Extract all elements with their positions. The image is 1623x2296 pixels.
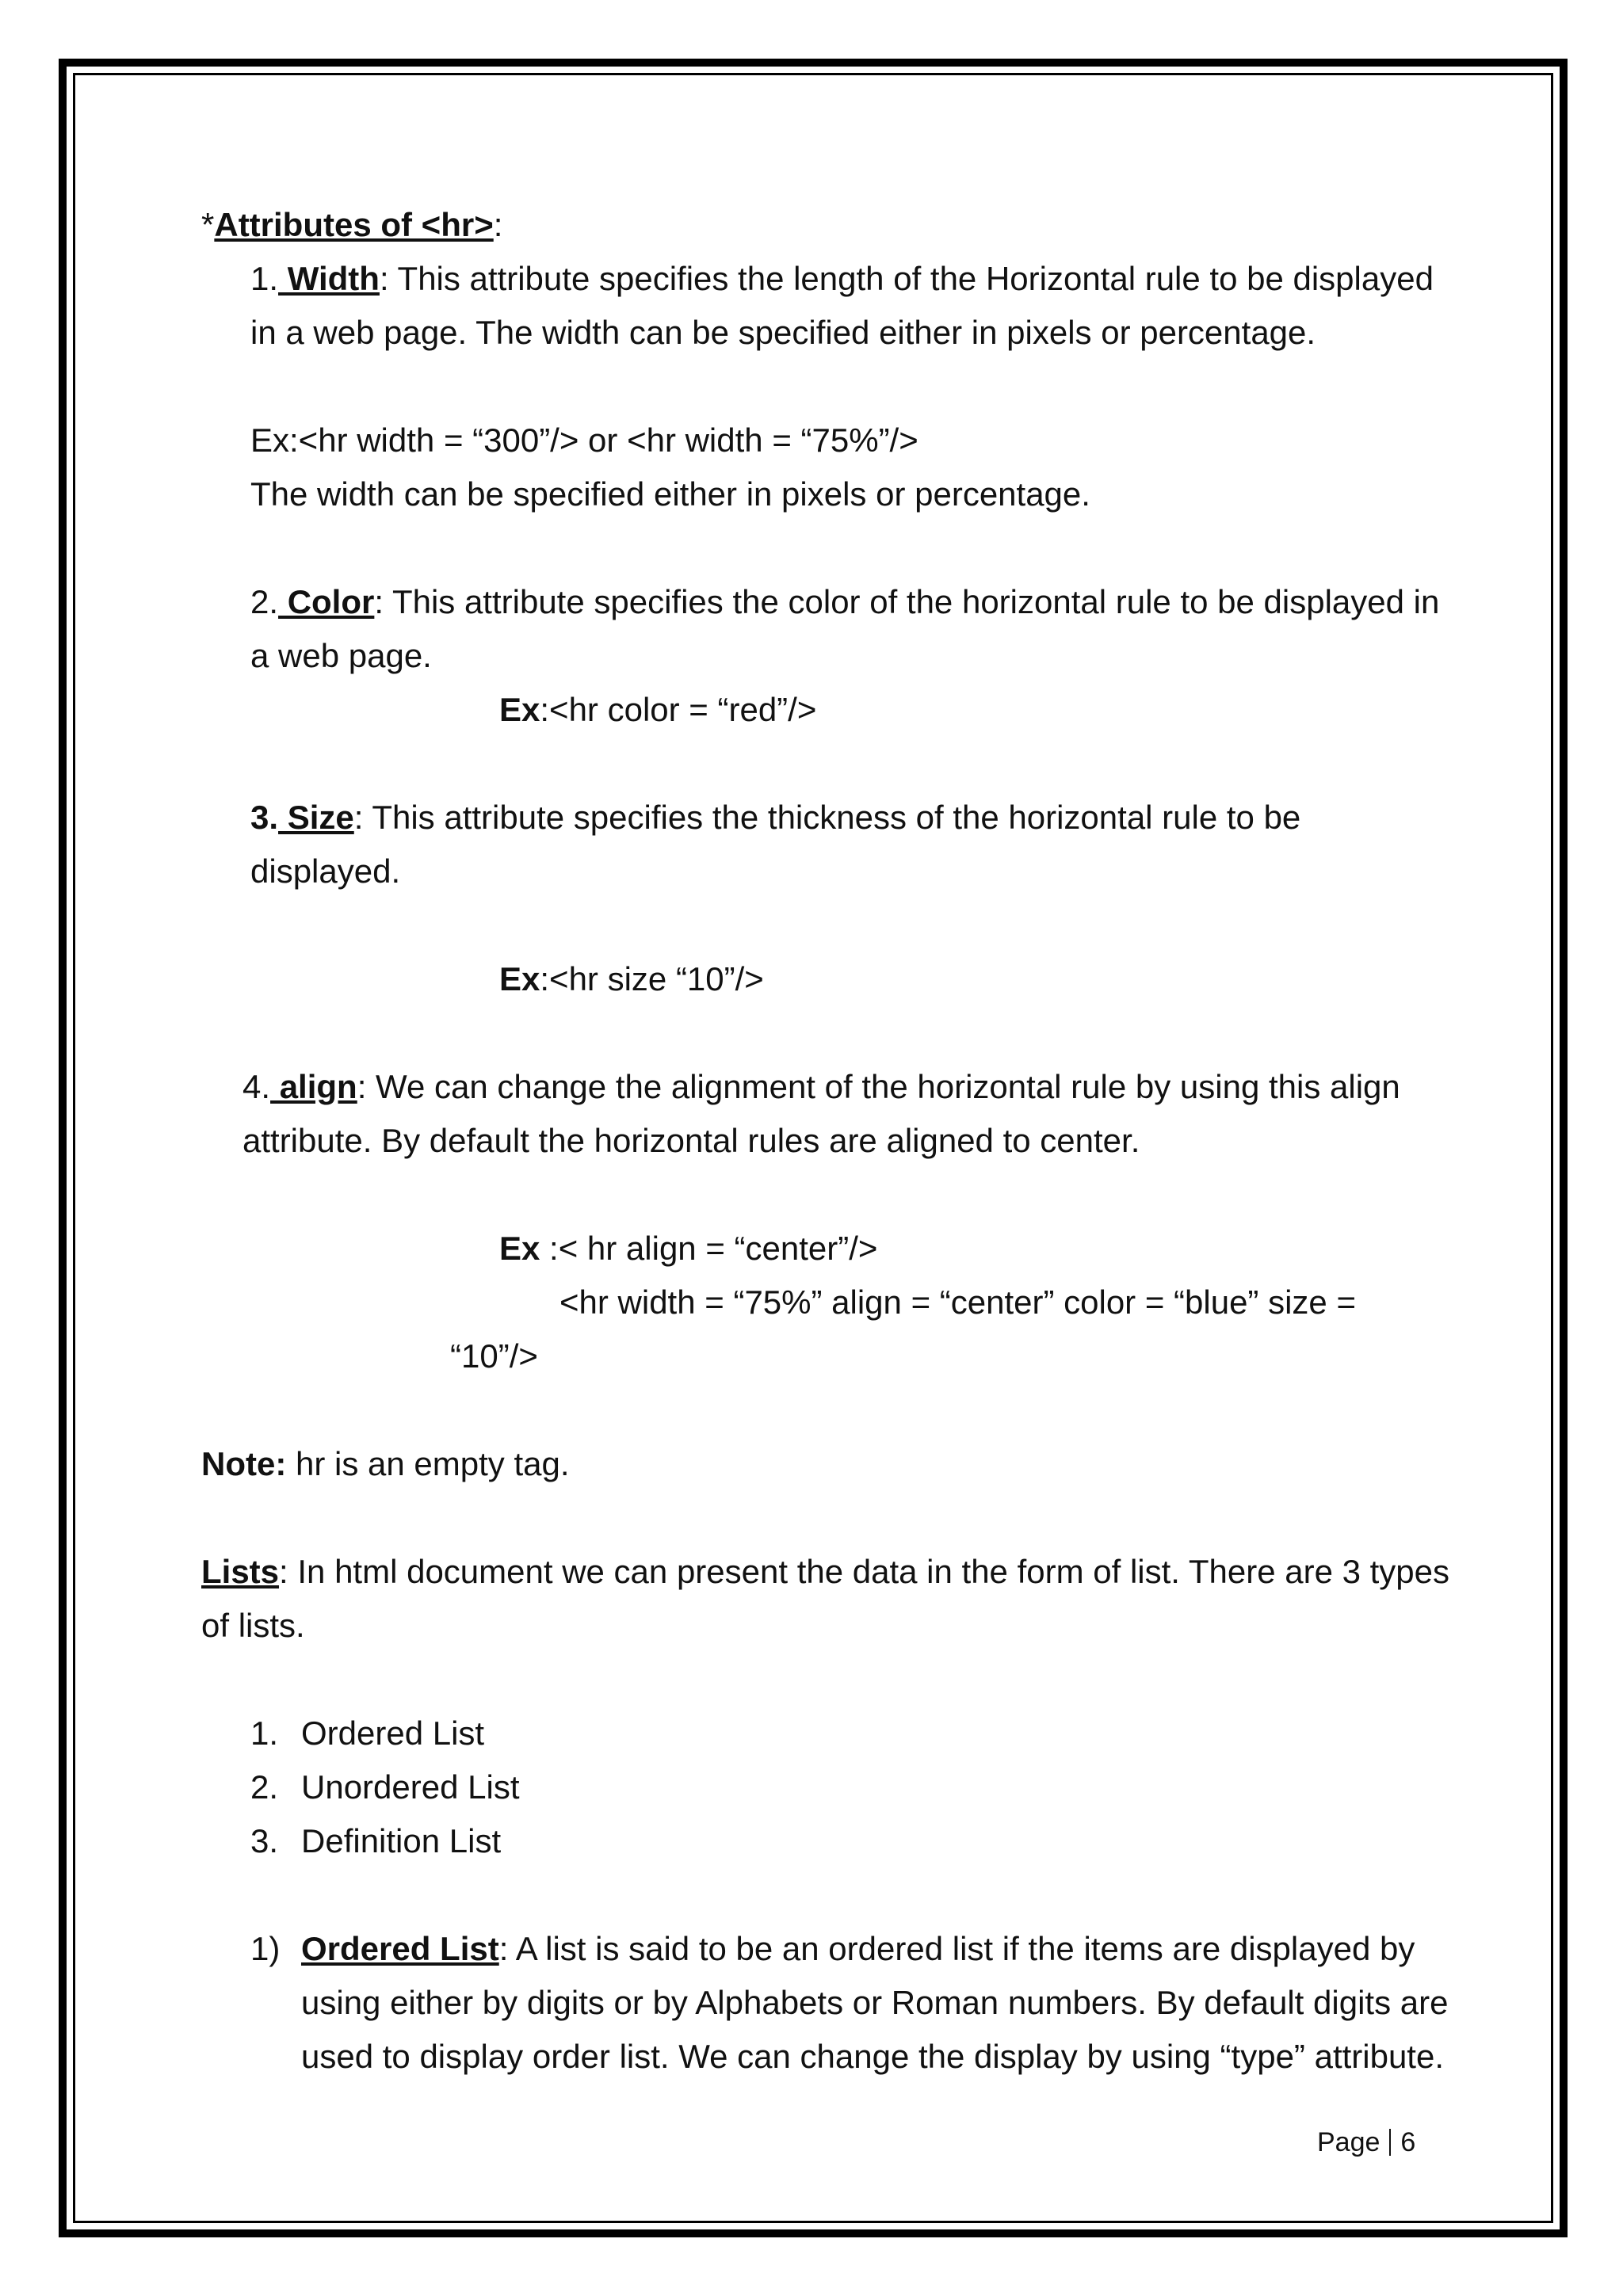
list-item <box>250 1767 278 1808</box>
page-footer <box>1317 2125 1415 2160</box>
note-label: Note: <box>201 1445 287 1482</box>
width-attr-line1 <box>250 258 1434 299</box>
list-item-num: 1. <box>250 1714 279 1752</box>
size-example <box>499 959 764 1000</box>
align-example-line3: “10”/> <box>450 1337 538 1375</box>
width-note: The width can be specified either in pixels or percentage. <box>250 475 1090 513</box>
color-num: 2. <box>250 583 279 620</box>
align-name: align <box>270 1068 357 1105</box>
align-ex-label: Ex <box>499 1230 540 1267</box>
color-attr-line1 <box>250 582 1439 623</box>
list-item <box>250 1821 278 1862</box>
color-attr-line2: a web page. <box>250 637 432 674</box>
attributes-heading <box>201 204 502 246</box>
color-ex-code: :<hr color = “red”/> <box>540 691 817 728</box>
align-attr-line2: attribute. By default the horizontal rules are aligned to center. <box>242 1122 1140 1159</box>
size-attr-line1 <box>250 797 1300 838</box>
lists-desc: : In html document we can present the data in the form of list. There are 3 types <box>279 1553 1450 1590</box>
size-ex-label: Ex <box>499 960 540 997</box>
align-ex-code: :< hr align = “center”/> <box>540 1230 878 1267</box>
list-item <box>250 1713 278 1754</box>
ordered-list-line3: used to display order list. We can change the display by using “type” attribute. <box>301 2038 1445 2075</box>
align-example <box>499 1228 877 1269</box>
size-ex-code: :<hr size “10”/> <box>540 960 764 997</box>
size-name: Size <box>278 799 354 836</box>
width-desc: : This attribute specifies the length of the Horizontal rule to be displayed <box>379 260 1434 297</box>
lists-line2: of lists. <box>201 1607 305 1644</box>
align-example-line2: <hr width = “75%” align = “center” color = “blue” size = <box>559 1283 1356 1321</box>
size-attr-line2: displayed. <box>250 852 401 890</box>
list-item-text: Ordered List <box>301 1714 485 1752</box>
align-num: 4. <box>242 1068 271 1105</box>
heading-prefix: * <box>201 206 215 243</box>
footer-page-number: 6 <box>1400 2127 1416 2157</box>
note-line <box>201 1444 570 1485</box>
heading-title: Attributes of <hr> <box>214 206 494 243</box>
size-desc: : This attribute specifies the thickness of the horizontal rule to be <box>353 799 1301 836</box>
color-desc: : This attribute specifies the color of the horizontal rule to be displayed in <box>374 583 1440 620</box>
footer-separator <box>1389 2129 1391 2156</box>
list-item-text: Unordered List <box>301 1768 520 1806</box>
color-ex-label: Ex <box>499 691 540 728</box>
lists-label: Lists <box>201 1553 280 1590</box>
ordered-list-label: Ordered List <box>301 1930 499 1967</box>
ordered-list-desc: : A list is said to be an ordered list if the items are displayed by <box>498 1930 1415 1967</box>
width-example: Ex:<hr width = “300”/> or <hr width = “75%”/> <box>250 421 918 459</box>
ordered-list-line1 <box>301 1928 1415 1970</box>
width-num: 1. <box>250 260 279 297</box>
list-item-num: 3. <box>250 1822 279 1859</box>
lists-line1 <box>201 1551 1449 1592</box>
color-example <box>499 689 816 730</box>
list-item-num: 2. <box>250 1768 279 1806</box>
heading-suffix: : <box>493 206 503 243</box>
size-num: 3. <box>250 799 279 836</box>
ordered-list-num: 1) <box>250 1930 281 1967</box>
width-attr-line2: in a web page. The width can be specified either in pixels or percentage. <box>250 314 1316 351</box>
color-name: Color <box>278 583 375 620</box>
ordered-list-line2: using either by digits or by Alphabets or Roman numbers. By default digits are <box>301 1984 1449 2021</box>
align-desc: : We can change the alignment of the horizontal rule by using this align <box>357 1068 1400 1105</box>
width-name: Width <box>278 260 380 297</box>
footer-page-label: Page <box>1317 2127 1381 2157</box>
list-item-text: Definition List <box>301 1822 502 1859</box>
align-attr-line1 <box>242 1066 1400 1108</box>
note-text: hr is an empty tag. <box>286 1445 570 1482</box>
